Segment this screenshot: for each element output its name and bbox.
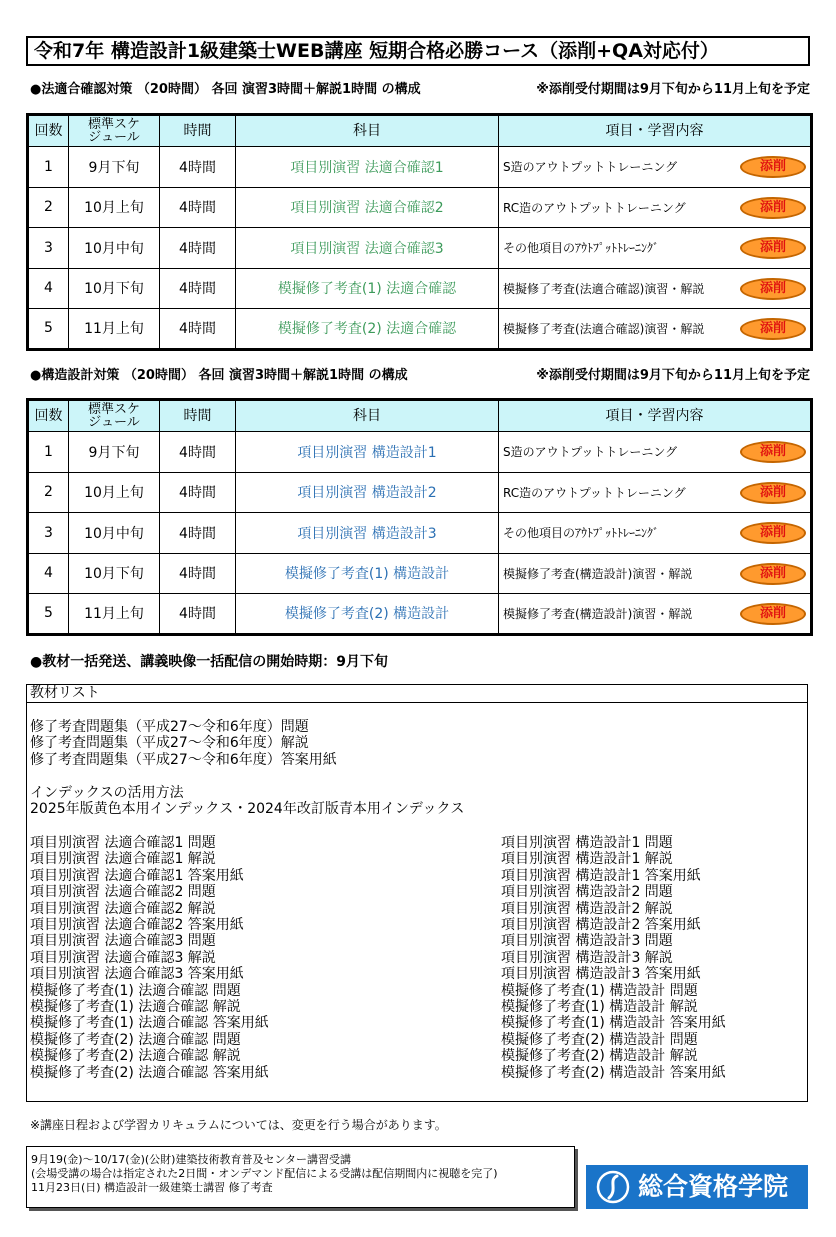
row-time: 4時間 <box>160 472 236 513</box>
col-header-content: 項目・学習内容 <box>499 115 812 147</box>
tensaku-badge: 添削 <box>740 278 806 300</box>
tensaku-badge: 添削 <box>740 603 806 625</box>
list-item: 項目別演習 構造設計1 問題 <box>501 835 673 851</box>
row-num: 2 <box>28 472 69 513</box>
table-row <box>28 594 812 635</box>
row-num: 4 <box>28 553 69 594</box>
row-num: 1 <box>28 147 69 188</box>
exam-book-line: 修了考査問題集（平成27～令和6年度）問題 <box>30 719 309 735</box>
row-content <box>499 432 812 473</box>
row-content <box>499 147 812 188</box>
section1-heading: ●法適合確認対策 （20時間） 各回 演習3時間＋解説1時間 の構成 <box>30 82 421 97</box>
row-content-text: RC造のアウトプットトレーニング <box>503 485 686 500</box>
row-content-text: 模擬修了考査(法適合確認)演習・解説 <box>503 321 705 336</box>
list-item: 項目別演習 法適合確認1 答案用紙 <box>30 867 244 884</box>
list-item: 項目別演習 構造設計2 答案用紙 <box>501 917 701 934</box>
row-num: 5 <box>28 594 69 635</box>
table-row <box>28 147 812 188</box>
logo-mark-icon <box>596 1170 630 1204</box>
row-time: 4時間 <box>160 309 236 350</box>
table-row <box>28 432 812 473</box>
row-num: 5 <box>28 309 69 350</box>
row-content <box>499 268 812 309</box>
schedule-box <box>26 1146 575 1208</box>
table-row <box>28 309 812 350</box>
list-item: 項目別演習 法適合確認2 問題 <box>30 884 216 901</box>
schedule-line: (会場受講の場合は指定された2日間・オンデマンド配信による受講は配信期間内に視聴を完了) <box>31 1167 498 1180</box>
row-subject: 項目別演習 法適合確認1 <box>236 147 499 188</box>
row-time: 4時間 <box>160 228 236 269</box>
list-item: 模擬修了考査(2) 構造設計 問題 <box>501 1031 698 1048</box>
row-content <box>499 594 812 635</box>
row-content <box>499 228 812 269</box>
list-item: 模擬修了考査(1) 構造設計 解説 <box>501 999 698 1016</box>
row-num: 2 <box>28 187 69 228</box>
list-item: 項目別演習 構造設計1 解説 <box>501 851 673 868</box>
row-content-text: その他項目のｱｳﾄﾌﾟｯﾄﾄﾚｰﾆﾝｸﾞ <box>503 241 660 256</box>
list-item: 模擬修了考査(1) 構造設計 答案用紙 <box>501 1015 726 1032</box>
col-header-schedule-line1: 標準スケ <box>87 117 140 132</box>
tensaku-badge: 添削 <box>740 318 806 340</box>
row-num: 3 <box>28 228 69 269</box>
row-schedule: 10月下旬 <box>69 268 160 309</box>
logo-text: 総合資格学院 <box>638 1172 789 1201</box>
list-item: 項目別演習 法適合確認3 解説 <box>30 949 216 966</box>
table-row <box>28 228 812 269</box>
row-content-text: 模擬修了考査(構造設計)演習・解説 <box>503 606 693 621</box>
row-time: 4時間 <box>160 513 236 554</box>
list-item: 模擬修了考査(2) 構造設計 解説 <box>501 1048 698 1065</box>
row-subject: 項目別演習 構造設計3 <box>236 513 499 554</box>
list-item: 項目別演習 法適合確認1 問題 <box>30 835 216 851</box>
col-header-subject: 科目 <box>236 400 499 432</box>
list-item: 項目別演習 構造設計1 答案用紙 <box>501 867 701 884</box>
row-subject: 項目別演習 構造設計1 <box>236 432 499 473</box>
col-header-schedule-line1: 標準スケ <box>87 402 140 417</box>
table-header-row <box>28 115 812 147</box>
row-content-text: S造のアウトプットトレーニング <box>503 160 678 175</box>
list-item: 模擬修了考査(2) 法適合確認 問題 <box>30 1031 241 1048</box>
row-schedule: 9月下旬 <box>69 147 160 188</box>
tensaku-badge: 添削 <box>740 237 806 259</box>
row-subject: 模擬修了考査(2) 法適合確認 <box>236 309 499 350</box>
col-header-num: 回数 <box>28 115 69 147</box>
list-item: 模擬修了考査(2) 構造設計 答案用紙 <box>501 1064 726 1081</box>
schedule-line: 11月23日(日) 構造設計一級建築士講習 修了考査 <box>31 1181 273 1194</box>
exam-book-line: 修了考査問題集（平成27～令和6年度）答案用紙 <box>30 751 337 768</box>
table-row <box>28 553 812 594</box>
row-schedule: 11月上旬 <box>69 309 160 350</box>
footnote: ※講座日程および学習カリキュラムについては、変更を行う場合があります。 <box>30 1118 447 1132</box>
col-header-time: 時間 <box>160 400 236 432</box>
row-schedule: 11月上旬 <box>69 594 160 635</box>
table-row <box>28 513 812 554</box>
section2-table <box>26 398 813 636</box>
row-content-text: その他項目のｱｳﾄﾌﾟｯﾄﾄﾚｰﾆﾝｸﾞ <box>503 526 660 541</box>
section2-header <box>30 366 810 386</box>
list-item: 項目別演習 構造設計2 問題 <box>501 884 673 901</box>
list-item: 項目別演習 法適合確認3 問題 <box>30 933 216 950</box>
col-header-schedule <box>69 400 160 432</box>
row-content <box>499 187 812 228</box>
col-header-schedule-line2: ジュール <box>88 415 140 430</box>
brand-logo <box>586 1165 808 1209</box>
col-header-subject: 科目 <box>236 115 499 147</box>
tensaku-badge: 添削 <box>740 522 806 544</box>
tensaku-badge: 添削 <box>740 482 806 504</box>
row-content-text: RC造のアウトプットトレーニング <box>503 200 686 215</box>
row-content <box>499 309 812 350</box>
col-header-content: 項目・学習内容 <box>499 400 812 432</box>
list-item: 項目別演習 法適合確認2 答案用紙 <box>30 917 244 934</box>
list-item: 項目別演習 構造設計2 解説 <box>501 900 673 917</box>
list-item: 項目別演習 構造設計3 答案用紙 <box>501 966 701 983</box>
materials-title: 教材リスト <box>27 685 807 703</box>
row-schedule: 10月下旬 <box>69 553 160 594</box>
row-schedule: 10月中旬 <box>69 228 160 269</box>
row-schedule: 10月上旬 <box>69 187 160 228</box>
tensaku-badge: 添削 <box>740 156 806 178</box>
row-time: 4時間 <box>160 594 236 635</box>
row-content <box>499 513 812 554</box>
index-line: 2025年版黄色本用インデックス・2024年改訂版青本用インデックス <box>30 801 465 818</box>
list-item: 項目別演習 法適合確認3 答案用紙 <box>30 966 244 983</box>
row-schedule: 10月中旬 <box>69 513 160 554</box>
schedule-line: 9月19(金)～10/17(金)(公財)建築技術教育普及センター講習受講 <box>31 1153 352 1166</box>
list-item: 模擬修了考査(1) 法適合確認 問題 <box>30 982 241 999</box>
list-item: 模擬修了考査(1) 構造設計 問題 <box>501 982 698 999</box>
row-time: 4時間 <box>160 268 236 309</box>
row-schedule: 9月下旬 <box>69 432 160 473</box>
list-item: 模擬修了考査(2) 法適合確認 解説 <box>30 1048 241 1065</box>
row-content-text: S造のアウトプットトレーニング <box>503 445 678 460</box>
col-header-schedule-line2: ジュール <box>88 130 140 145</box>
col-header-schedule <box>69 115 160 147</box>
row-schedule: 10月上旬 <box>69 472 160 513</box>
row-num: 1 <box>28 432 69 473</box>
list-item: 項目別演習 構造設計3 問題 <box>501 933 673 950</box>
tensaku-badge: 添削 <box>740 563 806 585</box>
row-time: 4時間 <box>160 187 236 228</box>
row-content <box>499 553 812 594</box>
delivery-note: ●教材一括発送、講義映像一括配信の開始時期：9月下旬 <box>30 654 388 670</box>
row-subject: 項目別演習 構造設計2 <box>236 472 499 513</box>
row-num: 4 <box>28 268 69 309</box>
materials-left-list <box>30 835 269 1081</box>
row-time: 4時間 <box>160 432 236 473</box>
row-subject: 項目別演習 法適合確認3 <box>236 228 499 269</box>
col-header-num: 回数 <box>28 400 69 432</box>
section1-table <box>26 113 813 351</box>
tensaku-badge: 添削 <box>740 197 806 219</box>
table-row <box>28 472 812 513</box>
table-header-row <box>28 400 812 432</box>
row-subject: 模擬修了考査(1) 構造設計 <box>236 553 499 594</box>
row-subject: 模擬修了考査(2) 構造設計 <box>236 594 499 635</box>
section1-note: ※添削受付期間は9月下旬から11月上旬を予定 <box>536 82 810 97</box>
index-heading: インデックスの活用方法 <box>30 785 184 801</box>
row-content-text: 模擬修了考査(構造設計)演習・解説 <box>503 566 693 581</box>
row-subject: 項目別演習 法適合確認2 <box>236 187 499 228</box>
row-num: 3 <box>28 513 69 554</box>
section2-heading: ●構造設計対策 （20時間） 各回 演習3時間＋解説1時間 の構成 <box>30 368 408 383</box>
row-time: 4時間 <box>160 147 236 188</box>
list-item: 模擬修了考査(1) 法適合確認 解説 <box>30 999 241 1016</box>
exam-book-line: 修了考査問題集（平成27～令和6年度）解説 <box>30 735 309 752</box>
row-content-text: 模擬修了考査(法適合確認)演習・解説 <box>503 281 705 296</box>
section2-note: ※添削受付期間は9月下旬から11月上旬を予定 <box>536 368 810 383</box>
row-content <box>499 472 812 513</box>
materials-right-list <box>501 835 726 1081</box>
list-item: 項目別演習 法適合確認2 解説 <box>30 900 216 917</box>
section1-header <box>30 80 810 100</box>
row-time: 4時間 <box>160 553 236 594</box>
col-header-time: 時間 <box>160 115 236 147</box>
list-item: 模擬修了考査(1) 法適合確認 答案用紙 <box>30 1015 269 1032</box>
list-item: 項目別演習 構造設計3 解説 <box>501 949 673 966</box>
table-row <box>28 187 812 228</box>
page-title: 令和7年 構造設計1級建築士WEB講座 短期合格必勝コース（添削+QA対応付） <box>26 36 810 66</box>
list-item: 項目別演習 法適合確認1 解説 <box>30 851 216 868</box>
row-subject: 模擬修了考査(1) 法適合確認 <box>236 268 499 309</box>
materials-box <box>26 684 808 1102</box>
list-item: 模擬修了考査(2) 法適合確認 答案用紙 <box>30 1064 269 1081</box>
tensaku-badge: 添削 <box>740 441 806 463</box>
table-row <box>28 268 812 309</box>
